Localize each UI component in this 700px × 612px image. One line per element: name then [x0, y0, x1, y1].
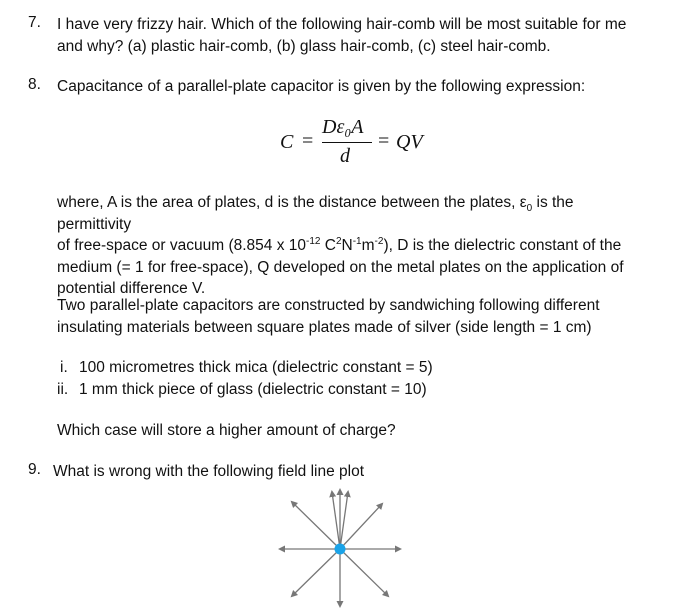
case-i-marker: i. — [60, 359, 68, 376]
fraction-bar — [322, 142, 372, 143]
q7-line-1: I have very frizzy hair. Which of the following hair-comb will be most suitable for me — [57, 16, 627, 33]
where-paragraph — [57, 192, 649, 300]
q9-text: What is wrong with the following field line plot — [53, 463, 365, 480]
formula-lhs: C — [280, 131, 294, 153]
setup-line-2: insulating materials between square plates made of silver (side length = 1 cm) — [57, 318, 592, 336]
q9-number: 9. — [28, 461, 41, 478]
point-charge — [335, 544, 346, 555]
field-line-upper-left — [292, 502, 340, 549]
where-line-1: where, A is the area of plates, d is the distance between the plates, $\varepsilon_0$ is the permittivity — [57, 194, 574, 233]
field-line-lower-left — [292, 549, 340, 596]
case-i-text: 100 micrometres thick mica (dielectric constant = 5) — [79, 359, 433, 376]
q7-line-2: and why? (a) plastic hair-comb, (b) glass hair-comb, (c) steel hair-comb. — [57, 37, 551, 55]
formula-denominator: d — [340, 145, 350, 167]
field-line-upper-right — [340, 504, 382, 549]
field-line-up-left — [332, 492, 340, 549]
where-line-2: of free-space or vacuum (8.854 x $10^{-12}$ $C^2N^{-1}m^{-2}$), D is the dielectric constant of the — [57, 235, 622, 254]
where-line-3: medium (= 1 for free-space), Q developed on the metal plates on the application of — [57, 258, 624, 276]
formula-equals-2: = — [378, 130, 390, 152]
q8-question: Which case will store a higher amount of charge? — [57, 422, 396, 439]
setup-line-1: Two parallel-plate capacitors are constructed by sandwiching following different — [57, 297, 600, 314]
field-line-up-right — [340, 492, 348, 549]
q7-number: 7. — [28, 14, 41, 31]
q8-intro: Capacitance of a parallel-plate capacitor is given by the following expression: — [57, 78, 586, 95]
formula-equals-1: = — [302, 130, 314, 152]
case-ii-marker: ii. — [57, 380, 69, 398]
where-line-4: potential difference V. — [57, 280, 206, 297]
q8-number: 8. — [28, 76, 41, 93]
field-line-lower-right — [340, 549, 388, 596]
case-ii-text: 1 mm thick piece of glass (dielectric constant = 10) — [79, 380, 427, 398]
formula-rhs: QV — [396, 131, 423, 153]
field-line-plot — [270, 482, 410, 610]
formula-numerator: Dε₀A — [322, 116, 364, 138]
